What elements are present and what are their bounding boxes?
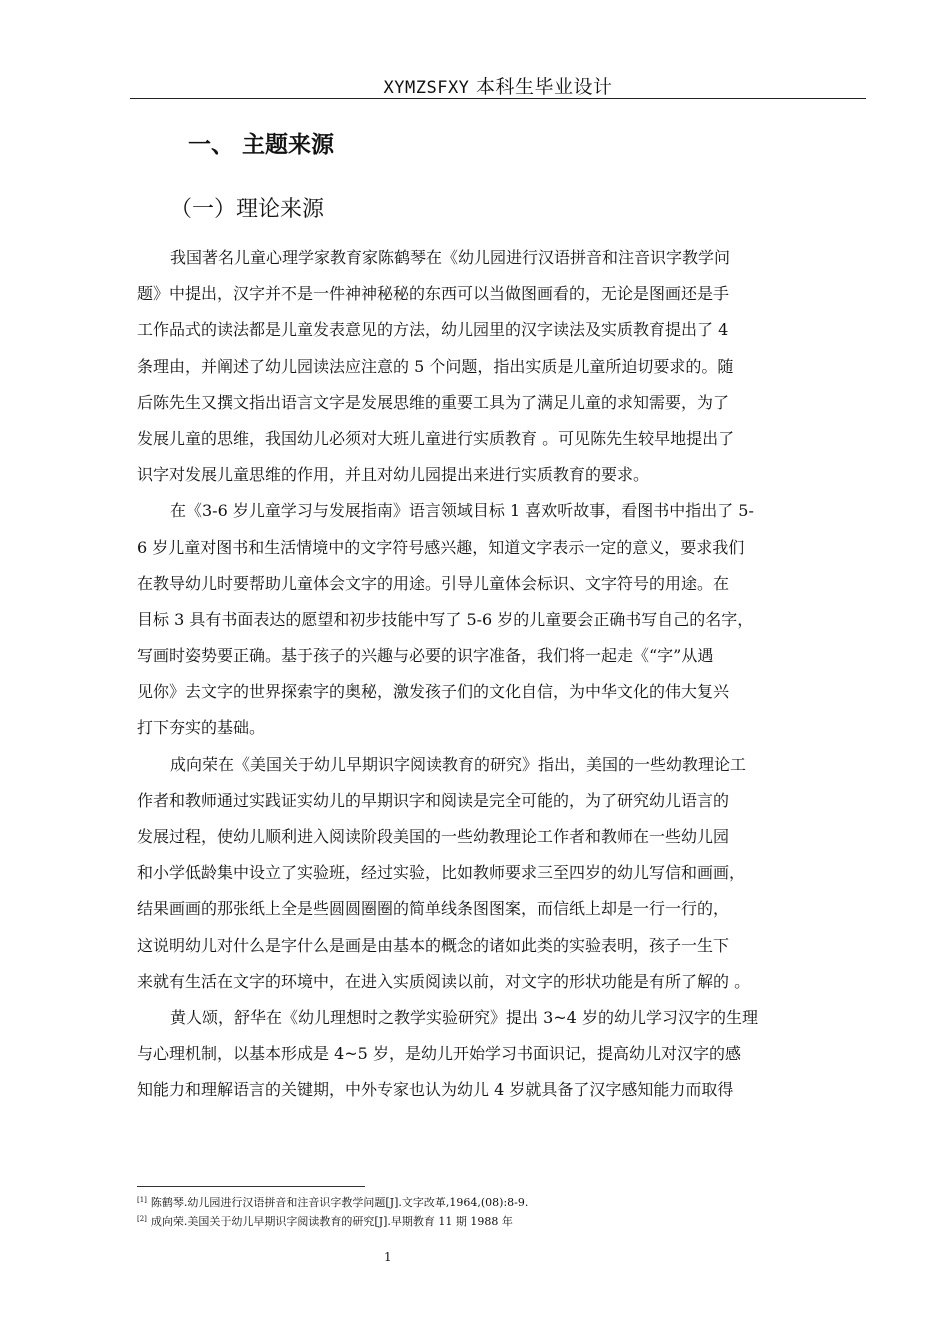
paragraph-line: 识字对发展儿童思维的作用，并且对幼儿园提出来进行实质教育的要求。 (137, 465, 650, 485)
paragraph-line: 题》中提出，汉字并不是一件神神秘秘的东西可以当做图画看的，无论是图画还是手 (137, 284, 730, 304)
footnote-rule (137, 1186, 365, 1187)
paragraph-line: 我国著名儿童心理学家教育家陈鹤琴在《幼儿园进行汉语拼音和注音识字教学问 (170, 248, 731, 267)
body-text (137, 240, 857, 1109)
paragraph-line: 这说明幼儿对什么是字什么是画是由基本的概念的诸如此类的实验表明，孩子一生下 (137, 935, 730, 955)
paragraph-line: 在教导幼儿时要帮助儿童体会文字的用途。引导儿童体会标识、文字符号的用途。在 (137, 573, 730, 593)
paragraph-line: 发展儿童的思维，我国幼儿必须对大班儿童进行实质教育 。可见陈先生较早地提出了 (137, 428, 735, 448)
paragraph-line: 与心理机制，以基本形成是 4~5 岁，是幼儿开始学习书面识记，提高幼儿对汉字的感 (137, 1044, 741, 1064)
header-code: XYMZSFXY (383, 78, 470, 98)
paragraph-line: 结果画画的那张纸上全是些圆圆圈圈的简单线条图图案，而信纸上却是一行一行的， (137, 899, 730, 919)
header-rule (130, 98, 866, 99)
paragraph-line: 在《3-6 岁儿童学习与发展指南》语言领域目标 1 喜欢听故事，看图书中指出了 5- (170, 501, 754, 521)
subsection-heading: （一）理论来源 (170, 197, 325, 222)
section-heading: 一、 主题来源 (188, 132, 335, 158)
footnote-text: 陈鹤琴.幼儿园进行汉语拼音和注音识字教学问题[J].文字改革,1964,(08):8-9. (150, 1196, 529, 1209)
footnotes (137, 1192, 857, 1230)
paragraph-line: 工作品式的读法都是儿童发表意见的方法，幼儿园里的汉字读法及实质教育提出了 4 (137, 320, 729, 340)
paragraph-line: 黄人颂，舒华在《幼儿理想时之教学实验研究》提出 3~4 岁的幼儿学习汉字的生理 (170, 1007, 758, 1027)
page-header (130, 72, 866, 98)
page-number: 1 (384, 1250, 392, 1264)
paragraph-line: 来就有生活在文字的环境中，在进入实质阅读以前，对文字的形状功能是有所了解的 。 (137, 971, 751, 991)
footnote-text: 成向荣.美国关于幼儿早期识字阅读教育的研究[J].早期教育 11 期 1988 年 (150, 1215, 513, 1228)
footnote (137, 1192, 857, 1211)
footnote-mark: [1] (137, 1196, 147, 1204)
paragraph-line: 目标 3 具有书面表达的愿望和初步技能中写了 5-6 岁的儿童要会正确书写自己的名字， (137, 609, 754, 629)
paragraph-line: 知能力和理解语言的关键期，中外专家也认为幼儿 4 岁就具备了汉字感知能力而取得 (137, 1080, 734, 1100)
paragraph-line: 见你》去文字的世界探索字的奥秘，激发孩子们的文化自信，为中华文化的伟大复兴 (137, 682, 730, 702)
header-title: 本科生毕业设计 (469, 76, 613, 98)
paragraph-line: 6 岁儿童对图书和生活情境中的文字符号感兴趣，知道文字表示一定的意义，要求我们 (137, 537, 745, 557)
paragraph-line: 条理由，并阐述了幼儿园读法应注意的 5 个问题，指出实质是儿童所迫切要求的。随 (137, 356, 734, 376)
paragraph-line: 发展过程，使幼儿顺利进入阅读阶段美国的一些幼教理论工作者和教师在一些幼儿园 (137, 827, 730, 846)
footnote-mark: [2] (137, 1215, 147, 1223)
paragraph-line: 打下夯实的基础。 (137, 718, 266, 738)
footnote (137, 1211, 857, 1230)
paragraph-line: 后陈先生又撰文指出语言文字是发展思维的重要工具为了满足儿童的求知需要，为了 (137, 392, 730, 412)
paragraph-line: 作者和教师通过实践证实幼儿的早期识字和阅读是完全可能的，为了研究幼儿语言的 (137, 790, 730, 810)
paragraph-line: 写画时姿势要正确。基于孩子的兴趣与必要的识字准备，我们将一起走《“字”从遇 (137, 646, 714, 666)
paragraph-line: 和小学低龄集中设立了实验班，经过实验，比如教师要求三至四岁的幼儿写信和画画， (137, 863, 746, 883)
paragraph-line: 成向荣在《美国关于幼儿早期识字阅读教育的研究》指出，美国的一些幼教理论工 (170, 754, 747, 774)
